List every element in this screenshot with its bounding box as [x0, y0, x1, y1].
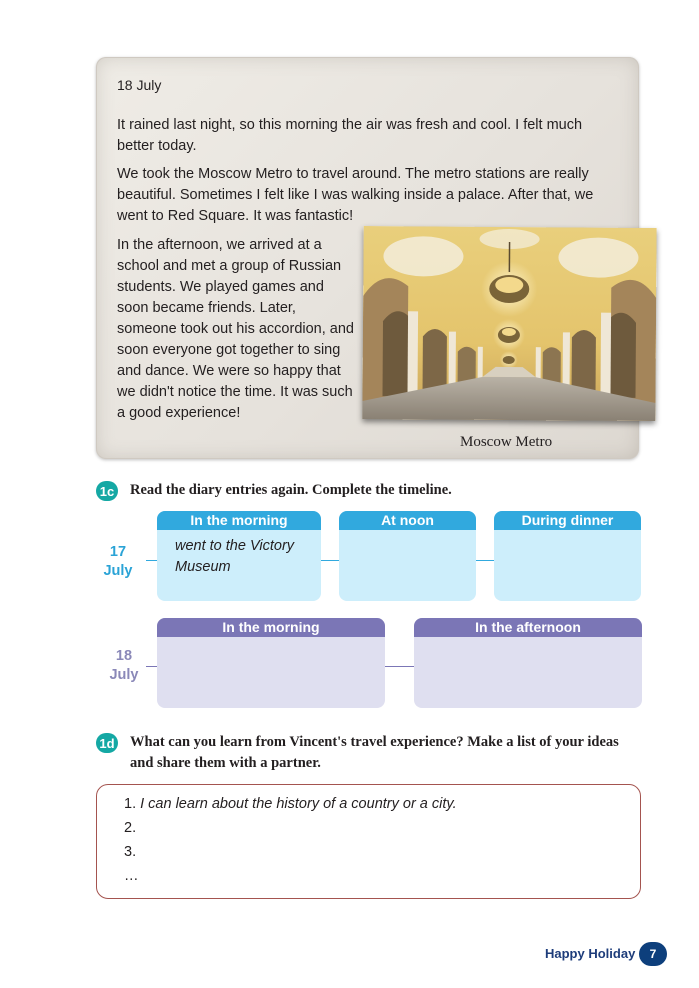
list-item-number: …: [124, 868, 139, 884]
ideas-list-box[interactable]: [96, 784, 641, 899]
day-18-number: 18: [115, 648, 133, 664]
day-17-number: 17: [109, 544, 127, 560]
timeline-box-heading: At noon: [339, 511, 476, 530]
day-18-month: July: [109, 667, 139, 683]
day-17-month: July: [103, 563, 133, 579]
list-item-text: I can learn about the history of a country or a city.: [140, 796, 457, 812]
timeline-box-17-noon[interactable]: [339, 511, 476, 601]
timeline-box-heading: In the afternoon: [414, 618, 642, 637]
timeline-connector: [321, 560, 339, 561]
diary-paragraph-2: We took the Moscow Metro to travel around. The metro stations are really beautiful. Sometimes I felt like I was walking inside a palace. After that, we went to Red Square. It was fantastic!: [117, 166, 594, 224]
timeline-box-17-dinner[interactable]: [494, 511, 641, 601]
timeline-box-18-morning[interactable]: [157, 618, 385, 708]
exercise-1c-badge: 1c: [96, 481, 118, 501]
list-item-number: 1.: [124, 796, 137, 812]
exercise-1d-badge: 1d: [96, 733, 118, 753]
timeline-box-17-morning[interactable]: [157, 511, 321, 601]
timeline-box-heading: During dinner: [494, 511, 641, 530]
timeline-box-heading: In the morning: [157, 618, 385, 637]
timeline-connector: [476, 560, 494, 561]
photo-caption: Moscow Metro: [460, 434, 553, 450]
timeline-box-answer: [339, 530, 476, 542]
diary-card: [96, 57, 639, 459]
day-18-label: [104, 647, 144, 685]
timeline-connector: [385, 666, 414, 667]
exercise-1c-instruction: Read the diary entries again. Complete the timeline.: [130, 482, 452, 498]
timeline-box-answer: [157, 637, 385, 649]
timeline-box-answer: [494, 530, 641, 542]
timeline-box-heading: In the morning: [157, 511, 321, 530]
timeline-box-18-afternoon[interactable]: [414, 618, 642, 708]
moscow-metro-photo: [362, 226, 656, 421]
timeline-box-answer: went to the Victory Museum: [175, 538, 295, 575]
exercise-1d-instruction-line2: and share them with a partner.: [130, 755, 321, 771]
diary-paragraph-1: It rained last night, so this morning the air was fresh and cool. I felt much better today.: [117, 117, 583, 154]
list-item-number: 2.: [124, 820, 137, 836]
list-item: [124, 844, 136, 860]
timeline-box-answer: [414, 637, 642, 649]
page-number: 7: [639, 942, 667, 966]
list-item-number: 3.: [124, 844, 137, 860]
diary-paragraph-3: In the afternoon, we arrived at a school and met a group of Russian students. We played games and soon became friends. Later, someone took out his accordion, and soon everyone got together to sing and dance. We were so happy that we didn't notice the time. It was such a good experience!: [117, 237, 354, 421]
list-item: [124, 820, 136, 836]
diary-date: 18 July: [117, 77, 162, 93]
day-17-label: [98, 543, 138, 581]
exercise-1d-instruction-line1: What can you learn from Vincent's travel experience? Make a list of your ideas: [130, 734, 619, 750]
unit-title: Happy Holiday: [545, 946, 636, 961]
list-item: [124, 868, 139, 884]
list-item: [124, 796, 457, 812]
